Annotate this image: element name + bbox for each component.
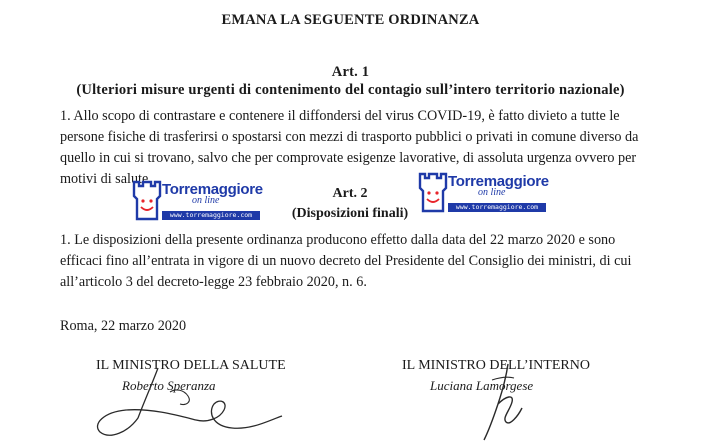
article-2-title: Art. 2	[332, 186, 368, 201]
article-2-subtitle: (Disposizioni finali)	[291, 206, 409, 221]
logo-url: www.torremaggiore.com	[162, 211, 260, 220]
handwritten-signature-lamorgese	[462, 360, 562, 444]
article-1-paragraph: 1. Allo scopo di contrastare e contenere il diffondersi del virus COVID-19, è fatto divieto a tutte le persone fisiche di trasferirsi o spostarsi con mezzi di trasporto pubblici o privati in comune diverso da quello in cui si trovano, salvo che per comprovate esigenze lavorative, di assoluta urgenza ovvero per motivi di salute.	[60, 108, 639, 187]
logo-tagline: on line	[192, 195, 220, 206]
castle-tower-icon	[132, 180, 162, 222]
document-heading: EMANA LA SEGUENTE ORDINANZA	[221, 12, 480, 28]
torremaggiore-logo-right	[418, 172, 549, 216]
signature-block-health-minister	[96, 358, 286, 393]
signature-block-interior-minister	[402, 358, 590, 393]
signatory-role: IL MINISTRO DELLA SALUTE	[96, 358, 286, 373]
article-1-title: Art. 1	[331, 64, 370, 80]
signatory-name: Roberto Speranza	[122, 378, 216, 393]
place-date: Roma, 22 marzo 2020	[60, 318, 187, 334]
logo-tagline: on line	[478, 187, 506, 198]
signatory-name: Luciana Lamorgese	[430, 378, 534, 393]
signatory-role: IL MINISTRO DELL’INTERNO	[402, 358, 590, 373]
article-2-paragraph: 1. Le disposizioni della presente ordinanza producono effetto dalla data del 22 marzo 2020 e sono efficaci fino all’entrata in vigore di un nuovo decreto del Presidente del Consiglio dei ministri, di cui all’articolo 3 del decreto-legge 23 febbraio 2020, n. 6.	[60, 232, 632, 290]
logo-url: www.torremaggiore.com	[448, 203, 546, 212]
logo-title: Torremaggiore	[448, 173, 549, 190]
handwritten-signature-speranza	[92, 362, 292, 444]
logo-title: Torremaggiore	[162, 181, 263, 198]
article-1-subtitle: (Ulteriori misure urgenti di contenimento del contagio sull’intero territorio nazionale)	[76, 82, 625, 98]
castle-tower-icon	[418, 172, 448, 214]
